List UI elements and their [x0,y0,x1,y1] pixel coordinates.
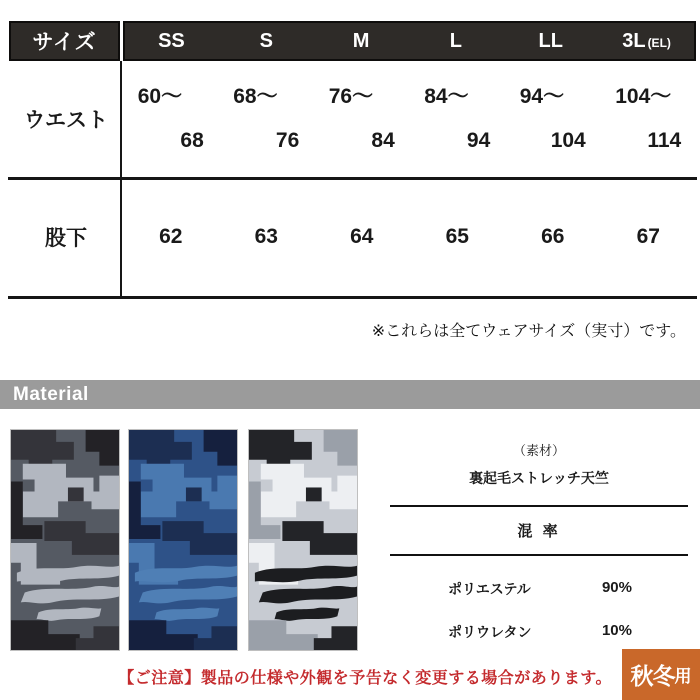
waist-value-ss [123,63,219,175]
size-column-header-m [315,30,410,53]
inseam-row-label: 股下 [45,227,87,250]
material-section-header [0,380,700,409]
waist-range-to: 84 [371,129,395,152]
fabric-swatch-charcoal-camo [10,429,120,651]
size-table-corner-label: サイズ [32,31,97,54]
composition-row [390,622,688,642]
material-section-title: Material [13,383,89,405]
blend-ratio-label: 混 率 [517,523,561,540]
info-divider-top [390,505,688,507]
waist-row [9,63,696,175]
waist-range-from: 68～ [233,85,278,108]
size-sublabel: (EL) [647,35,671,50]
waist-value-s [219,63,315,175]
material-label: （素材） [512,443,565,458]
size-label: SS [158,29,185,52]
waist-range-to: 114 [647,129,682,152]
size-column-header-3l [599,30,694,53]
info-divider-bottom [390,554,688,556]
waist-value-3l [601,63,697,175]
waist-range-from: 84～ [424,85,469,108]
inseam-values [123,180,696,294]
size-table-corner-header [9,21,120,61]
waist-value-l [410,63,506,175]
inseam-value-l: 65 [445,225,469,248]
composition-name: ポリエステル [448,581,531,597]
caution-notice: 【ご注意】製品の仕様や外観を予告なく変更する場合があります。 [118,670,612,687]
size-label: 3L [622,29,646,52]
badge-sub-text: 用 [674,667,692,686]
inseam-value-ll: 66 [541,225,565,248]
badge-main-text: 秋冬 [630,663,675,689]
composition-percent: 90% [601,579,632,596]
table-vertical-divider [120,61,122,297]
composition-name: ポリウレタン [448,624,532,640]
waist-value-m [314,63,410,175]
size-label: L [449,29,462,52]
material-info-panel [390,430,688,642]
inseam-value-ss: 62 [159,225,183,248]
size-column-header-ll [504,30,599,53]
size-column-header-l [409,30,504,53]
waist-row-label: ウエスト [24,109,108,132]
waist-range-to: 68 [180,129,204,152]
inseam-row [9,180,696,294]
inseam-value-3l: 67 [636,225,660,248]
waist-range-to: 94 [466,129,491,152]
waist-range-from: 94～ [519,85,565,108]
autumn-winter-badge [622,649,700,700]
table-rule-bottom [8,296,697,299]
size-label: S [259,29,273,52]
fabric-swatch-navy-camo [128,429,238,651]
composition-percent: 10% [601,622,632,639]
waist-range-from: 76～ [328,85,374,108]
size-label: LL [538,29,563,52]
waist-range-from: 104～ [615,85,672,108]
size-note: ※これらは全てウェアサイズ（実寸）です。 [371,323,686,340]
size-label: M [352,29,370,52]
composition-row [390,579,688,599]
size-column-header-s [220,30,315,53]
waist-values [123,63,696,175]
waist-range-to: 104 [550,129,586,152]
size-table-header-row [123,21,696,61]
waist-range-to: 76 [275,129,300,152]
fabric-swatch-light-gray-camo [248,429,358,651]
waist-range-from: 60～ [137,85,183,108]
fabric-name: 裏起毛ストレッチ天竺 [469,470,609,486]
inseam-value-m: 64 [350,225,374,248]
waist-value-ll [505,63,601,175]
inseam-value-s: 63 [254,225,278,248]
size-column-header-ss [125,30,220,53]
